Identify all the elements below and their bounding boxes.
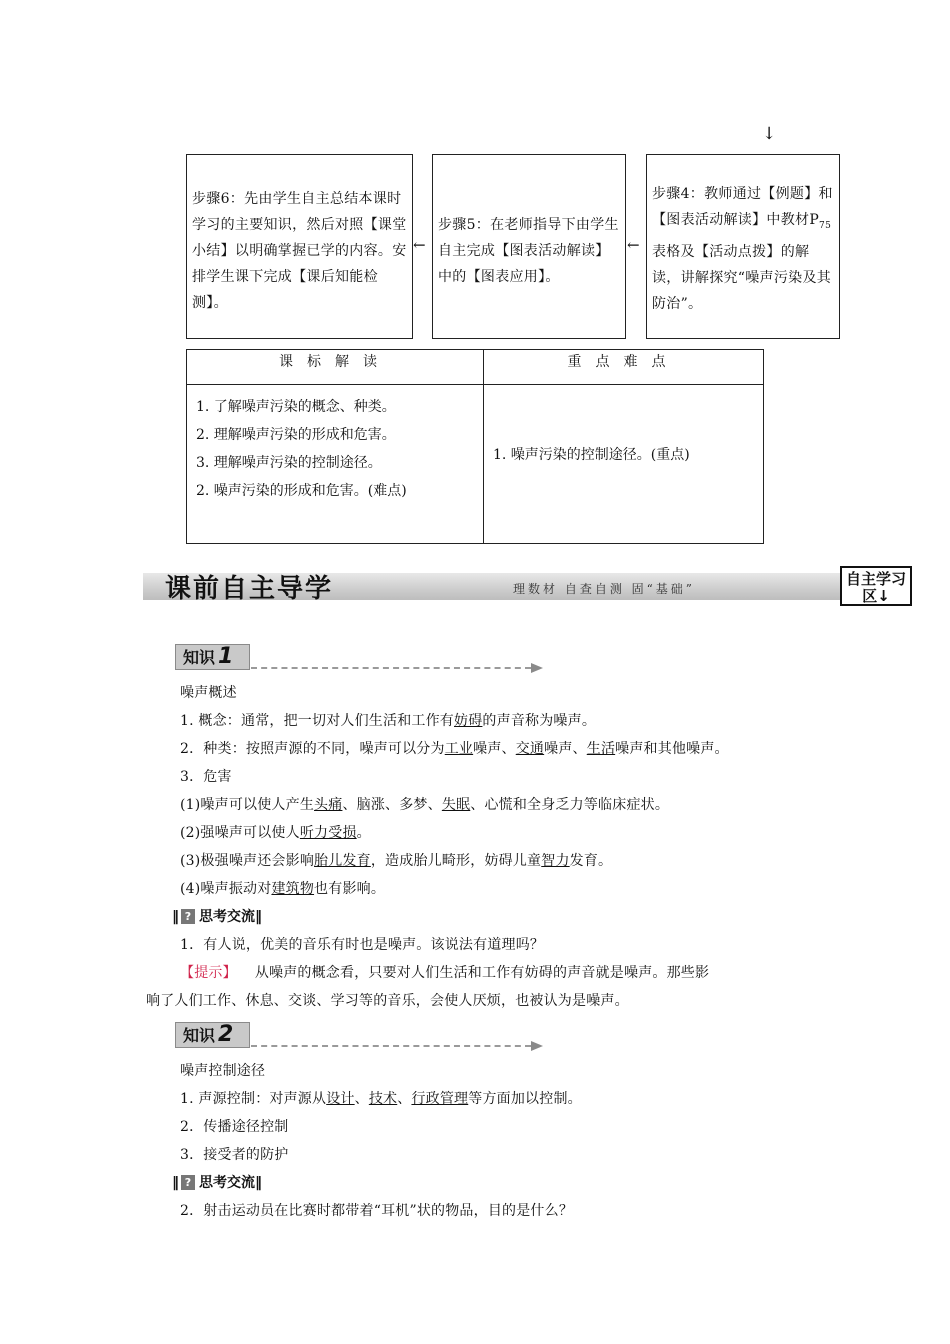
k2-line-2: 2．传播途径控制	[180, 1119, 289, 1135]
arrow-head-icon	[531, 1041, 543, 1051]
question-icon: ?	[181, 909, 195, 924]
dashed-line	[251, 1045, 531, 1047]
section-banner	[143, 566, 913, 606]
k1-line-5: (2)强噪声可以使人听力受损。	[180, 825, 371, 841]
think1-hint-line-2: 响了人们工作、休息、交谈、学习等的音乐，会使人厌烦，也被认为是噪声。	[146, 993, 629, 1009]
self-study-badge: 自主学习区↓	[840, 566, 912, 606]
standard-item: 2. 噪声污染的形成和危害。(难点)	[196, 483, 407, 499]
flow-step-4	[646, 154, 840, 339]
think1-hint-line-1: 【提示】 从噪声的概念看，只要对人们生活和工作有妨碍的声音就是噪声。那些影	[180, 965, 710, 981]
k1-line-4: (1)噪声可以使人产生头痛、脑涨、多梦、失眠、心慌和全身乏力等临床症状。	[180, 797, 670, 813]
header-standards: 课标解读	[187, 350, 484, 385]
flow-step-6	[186, 154, 413, 339]
header-keypoints: 重点难点	[484, 350, 764, 385]
step4-page: P	[809, 212, 820, 228]
k2-line-1: 1. 声源控制：对声源从设计、技术、行政管理等方面加以控制。	[180, 1091, 582, 1107]
left-arrow: ←	[627, 236, 640, 254]
tag-label: 知识	[183, 1026, 216, 1045]
keypoint-item: 1. 噪声污染的控制途径。(重点)	[493, 447, 690, 463]
tag-label: 知识	[183, 648, 216, 667]
dashed-line	[251, 667, 531, 669]
think-exchange-1: ‖ ? 思考交流‖	[172, 909, 262, 925]
keypoints-list	[484, 385, 764, 544]
hint-label: 【提示】	[180, 965, 237, 981]
think-label: 思考交流	[199, 909, 255, 925]
down-arrow: ↓	[762, 124, 777, 144]
think-label: 思考交流	[199, 1175, 255, 1191]
think1-question: 1．有人说，优美的音乐有时也是噪声。该说法有道理吗？	[180, 937, 545, 953]
question-icon: ?	[181, 1175, 195, 1190]
knowledge-tag-1	[175, 644, 250, 670]
arrow-head-icon	[531, 663, 543, 673]
tag-number: 1	[218, 644, 234, 669]
standards-list	[187, 385, 484, 544]
k1-line-3: 3．危害	[180, 769, 232, 785]
knowledge-tag-2	[175, 1022, 250, 1048]
step4-rest: 表格及【活动点拨】的解读，讲解探究“噪声污染及其防治”。	[652, 243, 832, 312]
step6-text: 步骤6：先由学生自主总结本课时学习的主要知识，然后对照【课堂小结】以明确掌握已学的内容。安排学生课下完成【课后知能检测】。	[192, 191, 407, 311]
k1-line-7: (4)噪声振动对建筑物也有影响。	[180, 881, 386, 897]
flow-step-5	[432, 154, 626, 339]
standard-item: 1. 了解噪声污染的概念、种类。	[196, 399, 396, 415]
standard-item: 3. 理解噪声污染的控制途径。	[196, 455, 382, 471]
step4-page-sub: 75	[819, 220, 832, 231]
think2-question: 2．射击运动员在比赛时都带着“耳机”状的物品，目的是什么？	[180, 1203, 574, 1219]
think-exchange-2: ‖ ? 思考交流‖	[172, 1175, 262, 1191]
left-arrow: ←	[413, 236, 426, 254]
standard-item: 2. 理解噪声污染的形成和危害。	[196, 427, 396, 443]
tag-number: 2	[218, 1022, 234, 1047]
k1-line-1: 1. 概念：通常，把一切对人们生活和工作有妨碍的声音称为噪声。	[180, 713, 597, 729]
k2-line-3: 3．接受者的防护	[180, 1147, 289, 1163]
step4-text: 步骤4：教师通过【例题】和【图表活动解读】中教材	[652, 186, 833, 228]
k2-title: 噪声控制途径	[180, 1063, 266, 1079]
banner-title: 课前自主导学	[165, 574, 334, 604]
step5-text: 步骤5：在老师指导下由学生自主完成【图表活动解读】中的【图表应用】。	[438, 217, 619, 285]
k1-line-2: 2．种类：按照声源的不同，噪声可以分为工业噪声、交通噪声、生活噪声和其他噪声。	[180, 741, 729, 757]
standards-table	[186, 349, 764, 544]
banner-subtitle: 理数材 自查自测 固“基础”	[513, 582, 695, 596]
k1-line-6: (3)极强噪声还会影响胎儿发育，造成胎儿畸形，妨碍儿童智力发育。	[180, 853, 613, 869]
k1-title: 噪声概述	[180, 685, 237, 701]
